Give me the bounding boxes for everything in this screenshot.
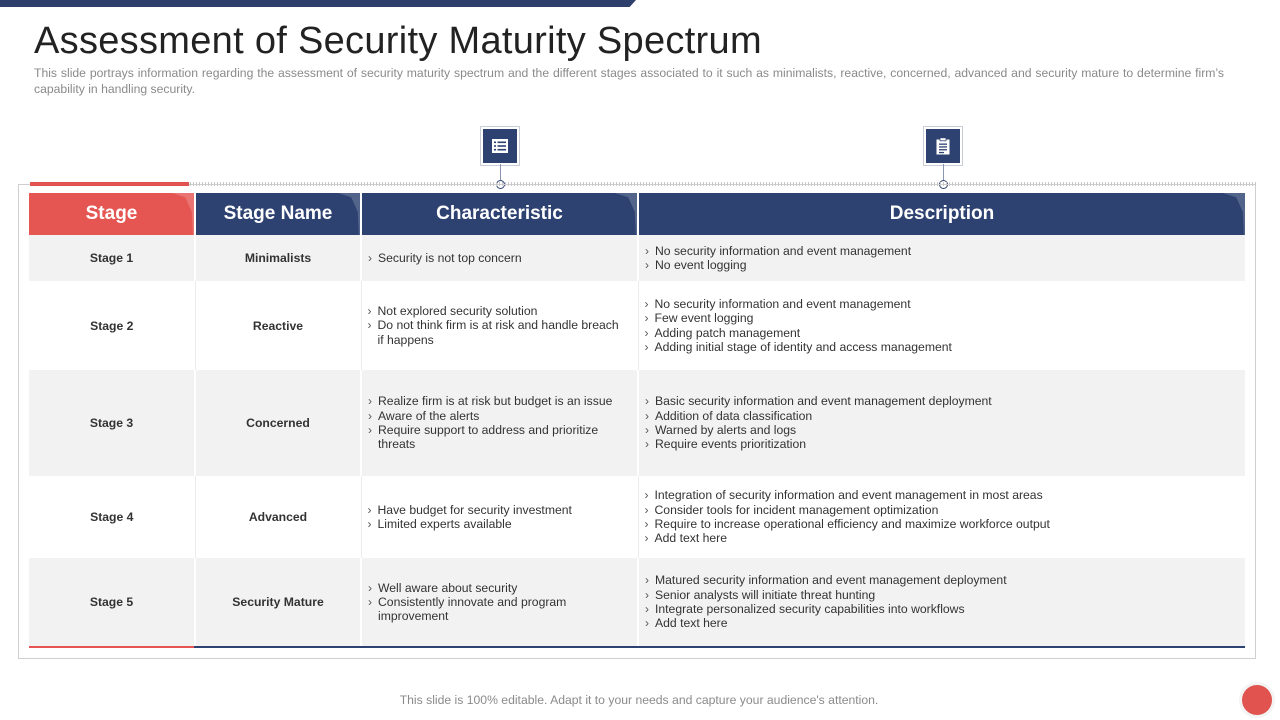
characteristic-cell xyxy=(361,235,638,281)
description-cell xyxy=(638,235,1245,281)
list-item: › Realize firm is at risk but budget is an issue xyxy=(378,394,625,408)
list-item: › Require to increase operational efficiency and maximize workforce output xyxy=(655,517,1234,531)
list-item: › Have budget for security investment xyxy=(378,503,626,517)
list-item: › Matured security information and event management deployment xyxy=(655,573,1233,587)
table-bottom-accent-red xyxy=(29,646,194,648)
list-item: › Integration of security information and event management in most areas xyxy=(655,488,1234,502)
list-item: › Adding patch management xyxy=(655,326,1234,340)
icon-connector xyxy=(943,164,944,181)
header-characteristic: Characteristic xyxy=(361,193,638,235)
header-description: Description xyxy=(638,193,1245,235)
red-accent-bar xyxy=(30,182,189,186)
list-item: › Add text here xyxy=(655,616,1233,630)
corner-circle-decoration xyxy=(1242,685,1272,715)
description-cell xyxy=(638,281,1245,370)
stage-cell: Stage 2 xyxy=(29,281,195,370)
list-item: › Do not think firm is at risk and handle breach if happens xyxy=(378,318,626,347)
table-row xyxy=(29,476,1245,558)
stage-name-cell: Reactive xyxy=(195,281,361,370)
list-item: › Aware of the alerts xyxy=(378,409,625,423)
list-icon xyxy=(481,127,519,165)
list-item: › Not explored security solution xyxy=(378,304,626,318)
list-item: › Security is not top concern xyxy=(378,251,625,265)
stage-name-cell: Concerned xyxy=(195,370,361,476)
list-item: › Senior analysts will initiate threat hunting xyxy=(655,588,1233,602)
table-bottom-accent-blue xyxy=(194,646,1245,648)
table-row xyxy=(29,235,1245,281)
stage-name-cell: Security Mature xyxy=(195,558,361,646)
list-item: › Consider tools for incident management optimization xyxy=(655,503,1234,517)
description-cell xyxy=(638,558,1245,646)
characteristic-cell xyxy=(361,476,638,558)
list-item: › Require support to address and prioritize threats xyxy=(378,423,625,452)
list-item: › No security information and event management xyxy=(655,297,1234,311)
list-item: › Warned by alerts and logs xyxy=(655,423,1233,437)
table-row xyxy=(29,370,1245,476)
table-row xyxy=(29,281,1245,370)
list-item: › Addition of data classification xyxy=(655,409,1233,423)
list-item: › Integrate personalized security capabilities into workflows xyxy=(655,602,1233,616)
stage-cell: Stage 4 xyxy=(29,476,195,558)
maturity-table xyxy=(29,193,1245,646)
header-stage: Stage xyxy=(29,193,195,235)
footer-note: This slide is 100% editable. Adapt it to your needs and capture your audience's attention. xyxy=(399,693,879,707)
table-row xyxy=(29,558,1245,646)
stage-name-cell: Minimalists xyxy=(195,235,361,281)
list-item: › Consistently innovate and program improvement xyxy=(378,595,625,624)
page-title: Assessment of Security Maturity Spectrum xyxy=(34,20,762,62)
stage-cell: Stage 5 xyxy=(29,558,195,646)
description-cell xyxy=(638,370,1245,476)
list-item: › Limited experts available xyxy=(378,517,626,531)
characteristic-cell xyxy=(361,558,638,646)
list-item: › Add text here xyxy=(655,531,1234,545)
list-item: › Adding initial stage of identity and access management xyxy=(655,340,1234,354)
list-item: › Few event logging xyxy=(655,311,1234,325)
icon-connector xyxy=(500,164,501,181)
table-header-row xyxy=(29,193,1245,235)
list-item: › Basic security information and event management deployment xyxy=(655,394,1233,408)
stage-cell: Stage 3 xyxy=(29,370,195,476)
list-item: › No event logging xyxy=(655,258,1233,272)
list-item: › Require events prioritization xyxy=(655,437,1233,451)
dotted-divider xyxy=(190,182,1256,186)
description-cell xyxy=(638,476,1245,558)
clipboard-icon xyxy=(924,127,962,165)
characteristic-cell xyxy=(361,281,638,370)
header-stage-name: Stage Name xyxy=(195,193,361,235)
stage-name-cell: Advanced xyxy=(195,476,361,558)
page-subtitle: This slide portrays information regarding the assessment of security maturity spectrum and the different stages associated to it such as minimalists, reactive, concerned, advanced and security mature to determine firm’s capability in handling security. xyxy=(34,66,1224,96)
list-item: › No security information and event management xyxy=(655,244,1233,258)
top-accent-bar xyxy=(0,0,636,7)
list-item: › Well aware about security xyxy=(378,581,625,595)
characteristic-cell xyxy=(361,370,638,476)
stage-cell: Stage 1 xyxy=(29,235,195,281)
